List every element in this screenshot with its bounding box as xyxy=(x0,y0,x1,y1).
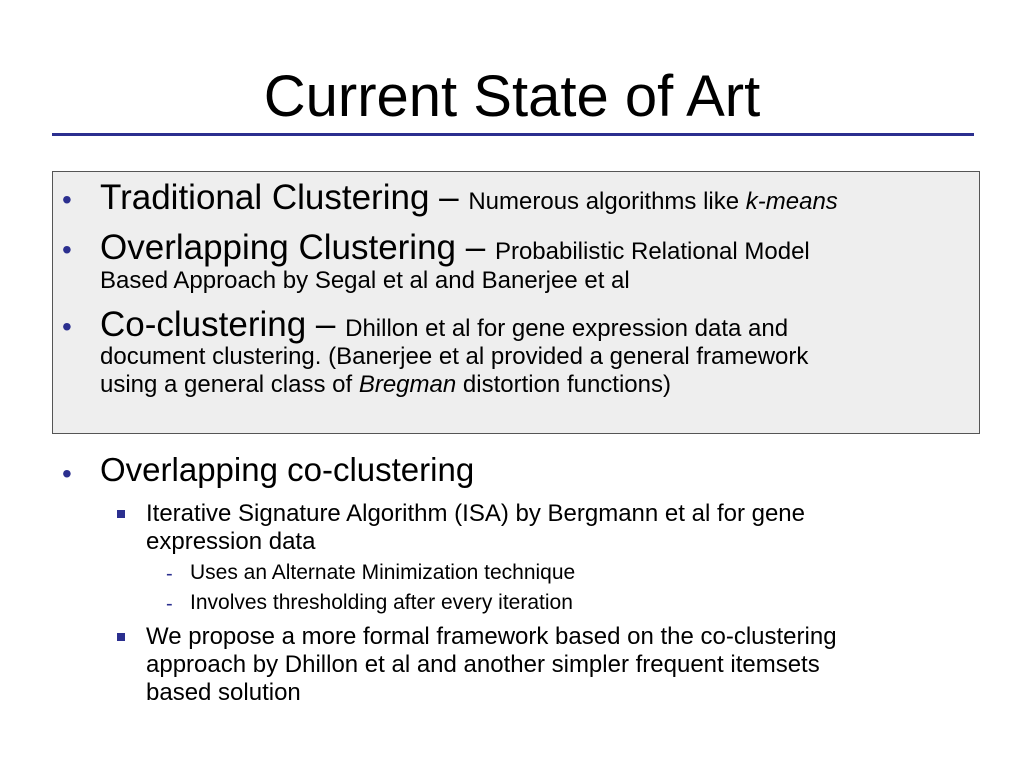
desc-text: distortion functions) xyxy=(456,371,671,398)
square-bullet-icon xyxy=(117,510,125,518)
dash-bullet-icon: - xyxy=(166,563,173,585)
slide-title: Current State of Art xyxy=(263,64,761,129)
sub-item-isa: Iterative Signature Algorithm (ISA) by Bergmann et al for gene xyxy=(146,500,806,527)
dash-bullet-icon: - xyxy=(166,593,173,615)
box-item-head: Co-clustering – xyxy=(100,305,346,344)
sub-item-proposal-cont: based solution xyxy=(146,679,301,706)
box-item-desc-cont: document clustering. (Banerjee et al provided a general framework xyxy=(100,343,809,370)
sub-sub-item: Uses an Alternate Minimization technique xyxy=(190,561,576,584)
desc-text: using a general class of xyxy=(100,371,359,398)
box-item-desc-cont xyxy=(100,371,671,399)
sub-item-proposal-cont: approach by Dhillon et al and another simpler frequent itemsets xyxy=(146,651,820,678)
square-bullet-icon xyxy=(117,633,125,641)
bullet-icon: • xyxy=(62,234,72,265)
box-item-head: Overlapping Clustering – xyxy=(100,228,495,267)
main-heading: Overlapping co-clustering xyxy=(100,451,475,488)
title-underline xyxy=(52,133,974,136)
sub-item-proposal: We propose a more formal framework based on the co-clustering xyxy=(146,623,837,650)
bullet-icon: • xyxy=(62,311,72,342)
sub-item-isa-cont: expression data xyxy=(146,528,316,555)
bullet-icon: • xyxy=(62,184,72,215)
box-item-head: Traditional Clustering – xyxy=(100,178,469,217)
box-item-traditional xyxy=(100,178,838,218)
box-item-desc: Numerous algorithms like xyxy=(468,188,746,215)
bullet-icon: • xyxy=(62,458,72,489)
box-item-desc-italic: k-means xyxy=(745,188,838,215)
desc-italic: Bregman xyxy=(358,371,457,398)
box-item-desc: Probabilistic Relational Model xyxy=(494,238,810,265)
box-item-overlapping xyxy=(100,228,810,268)
box-item-coclustering xyxy=(100,305,788,345)
sub-sub-item: Involves thresholding after every iteration xyxy=(190,591,573,614)
box-item-desc: Dhillon et al for gene expression data and xyxy=(345,315,789,342)
box-item-desc-cont: Based Approach by Segal et al and Banerjee et al xyxy=(100,267,630,294)
